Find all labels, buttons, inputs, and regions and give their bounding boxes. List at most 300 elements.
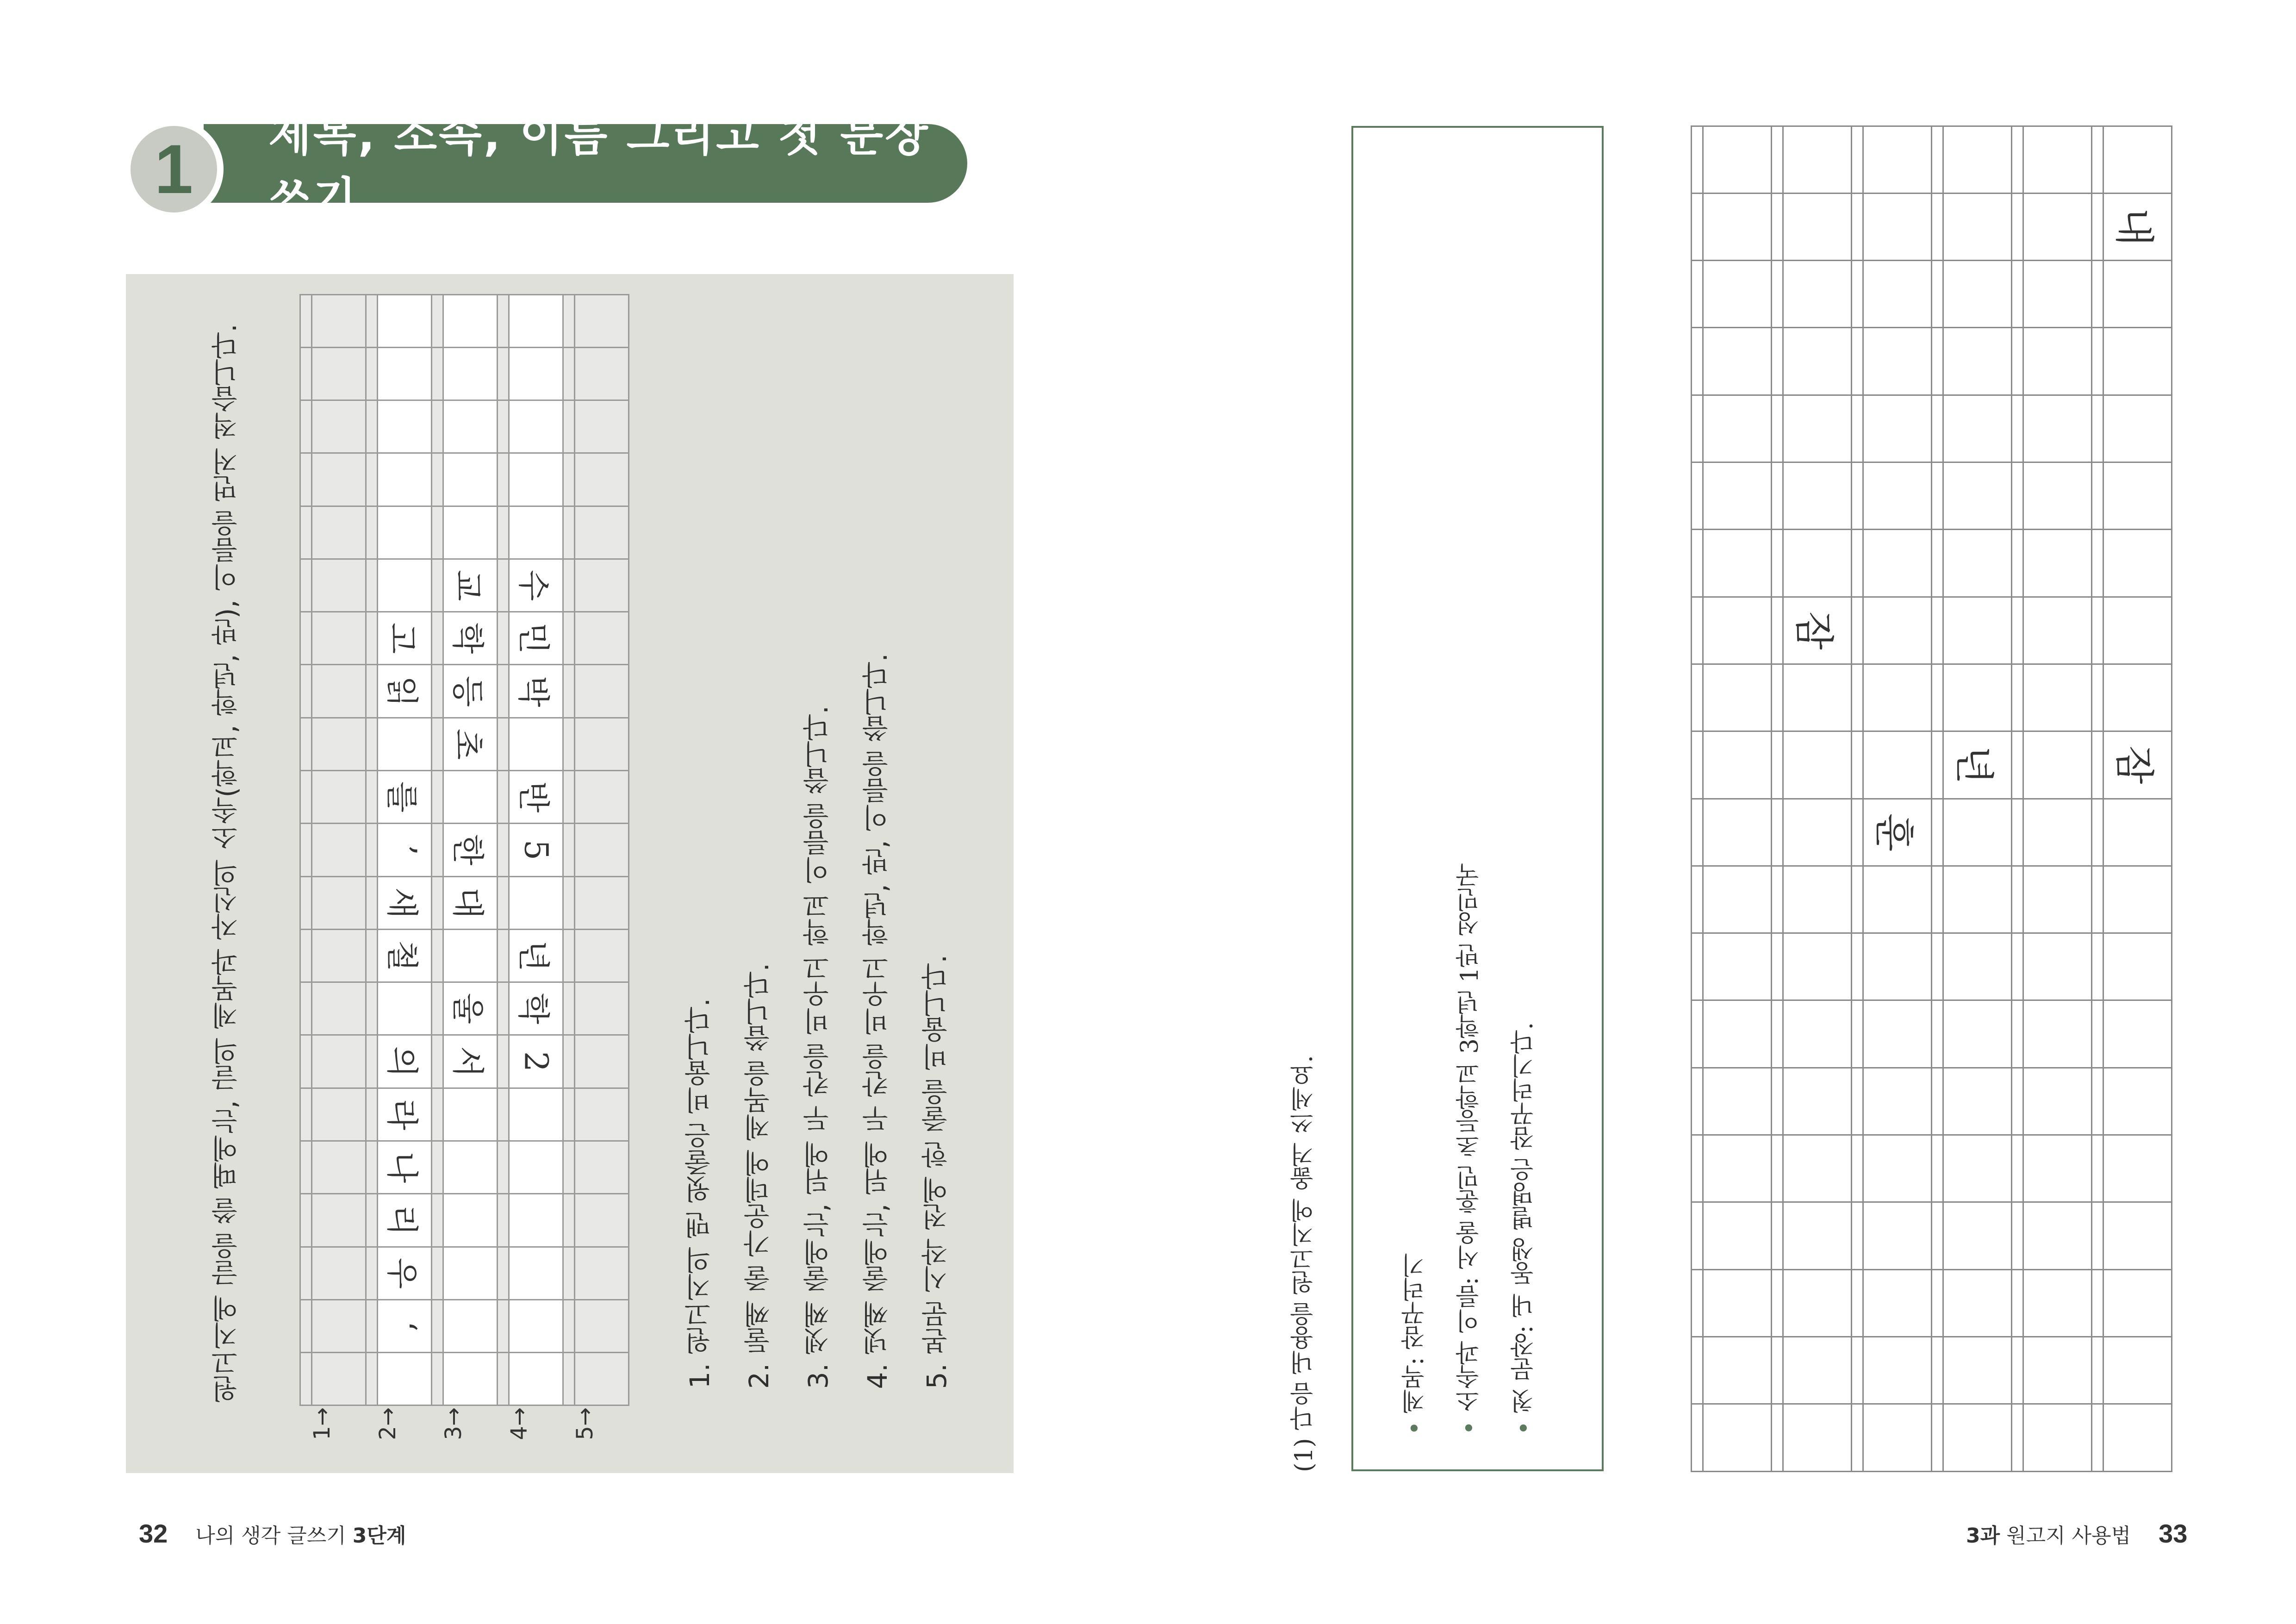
writing-cell[interactable] — [2022, 1269, 2092, 1337]
grid-cell — [311, 1246, 366, 1300]
writing-cell[interactable] — [1702, 999, 1772, 1068]
grid-gap-cell — [1931, 327, 1944, 395]
grid-gap-cell — [562, 611, 576, 665]
grid-cell — [311, 294, 366, 348]
grid-cell — [311, 823, 366, 877]
writing-cell[interactable] — [2103, 529, 2172, 597]
writing-cell[interactable] — [1702, 1067, 1772, 1136]
grid-cell — [508, 1193, 563, 1247]
writing-cell[interactable] — [1942, 327, 2012, 395]
writing-cell[interactable] — [2022, 999, 2092, 1068]
grid-gap-cell — [1691, 327, 1704, 395]
writing-cell[interactable] — [1782, 1201, 1852, 1270]
writing-cell[interactable] — [1702, 193, 1772, 261]
grid-gap-cell — [365, 929, 379, 983]
grid-gap-cell — [1851, 327, 1864, 395]
writing-cell[interactable] — [1942, 394, 2012, 463]
writing-cell[interactable] — [1942, 462, 2012, 530]
writing-cell[interactable] — [1702, 529, 1772, 597]
writing-cell[interactable] — [1862, 462, 1932, 530]
grid-gap-cell — [1931, 999, 1944, 1068]
writing-cell[interactable] — [1782, 1403, 1852, 1472]
grid-gap-cell — [1691, 1067, 1704, 1136]
writing-cell[interactable] — [1782, 125, 1852, 194]
grid-gap-cell — [1931, 798, 1944, 867]
writing-cell[interactable] — [1702, 1403, 1772, 1472]
grid-gap-cell — [365, 1140, 379, 1194]
grid-cell — [508, 1246, 563, 1300]
lesson-name: 원고지 사용법 — [2000, 1524, 2131, 1548]
instruction-step: 2. 둘째 줄 가운데에 제목을 씁니다. — [743, 963, 775, 1389]
grid-cell — [574, 611, 629, 665]
grid-gap-cell — [299, 664, 313, 718]
writing-cell[interactable] — [1782, 999, 1852, 1068]
grid-cell — [311, 1352, 366, 1406]
writing-cell[interactable] — [1942, 125, 2012, 194]
writing-cell[interactable] — [1782, 1067, 1852, 1136]
grid-cell — [574, 664, 629, 718]
writing-cell[interactable] — [2022, 663, 2092, 732]
grid-gap-cell — [2011, 663, 2024, 732]
grid-gap-cell — [2011, 932, 2024, 1001]
writing-cell[interactable] — [1702, 663, 1772, 732]
grid-gap-cell — [2011, 596, 2024, 665]
grid-char: 초 — [448, 728, 487, 760]
exercise-bullet — [1398, 1253, 1432, 1435]
writing-cell[interactable] — [1782, 327, 1852, 395]
grid-gap-cell — [299, 929, 313, 983]
writing-cell[interactable] — [1782, 394, 1852, 463]
grid-cell — [311, 452, 366, 506]
grid-gap-cell — [562, 823, 576, 877]
writing-cell[interactable] — [1702, 1336, 1772, 1405]
bullet-dot-icon: • — [1456, 1421, 1484, 1435]
writing-cell[interactable] — [2022, 865, 2092, 934]
grid-gap-cell — [2091, 1201, 2104, 1270]
grid-cell — [442, 611, 498, 665]
writing-cell[interactable] — [2103, 663, 2172, 732]
grid-cell — [574, 981, 629, 1036]
grid-gap-cell — [1931, 1134, 1944, 1203]
grid-cell — [377, 1087, 432, 1142]
grid-gap-cell — [497, 400, 510, 454]
lesson-number: 3과 — [1966, 1524, 2000, 1548]
grid-gap-cell — [431, 981, 444, 1036]
grid-cell — [377, 981, 432, 1036]
line-label: 4→ — [506, 1407, 532, 1440]
writing-cell[interactable] — [1782, 731, 1852, 799]
grid-gap-cell — [1931, 596, 1944, 665]
writing-cell[interactable] — [1702, 462, 1772, 530]
grid-gap-cell — [299, 1299, 313, 1353]
grid-cell — [311, 611, 366, 665]
grid-gap-cell — [365, 400, 379, 454]
grid-gap-cell — [431, 347, 444, 401]
writing-cell[interactable] — [1862, 865, 1932, 934]
grid-gap-cell — [1931, 1336, 1944, 1405]
grid-char: 한 — [448, 834, 487, 866]
line-label: 1→ — [309, 1407, 335, 1440]
grid-gap-cell — [1931, 1067, 1944, 1136]
writing-cell[interactable] — [1942, 1336, 2012, 1405]
writing-cell[interactable] — [1942, 731, 2012, 799]
writing-cell[interactable] — [1702, 932, 1772, 1001]
writing-cell[interactable] — [1702, 125, 1772, 194]
writing-cell[interactable] — [1862, 999, 1932, 1068]
grid-gap-cell — [1851, 932, 1864, 1001]
writing-cell[interactable] — [1862, 932, 1932, 1001]
writing-cell[interactable] — [2103, 260, 2172, 328]
grid-char: 의 — [383, 1046, 421, 1077]
writing-cell[interactable] — [2022, 260, 2092, 328]
section-number: 1 — [154, 130, 193, 208]
grid-gap-cell — [365, 1087, 379, 1142]
grid-gap-cell — [1691, 462, 1704, 530]
grid-gap-cell — [365, 1034, 379, 1088]
grid-gap-cell — [299, 823, 313, 877]
writing-cell[interactable] — [2103, 394, 2172, 463]
writing-cell[interactable] — [1942, 1403, 2012, 1472]
grid-char: 민 — [514, 623, 553, 654]
writing-cell[interactable] — [1942, 865, 2012, 934]
writing-cell[interactable] — [1942, 798, 2012, 867]
writing-cell[interactable] — [2103, 125, 2172, 194]
grid-gap-cell — [1931, 865, 1944, 934]
grid-gap-cell — [497, 506, 510, 560]
grid-gap-cell — [431, 876, 444, 930]
grid-gap-cell — [365, 558, 379, 612]
grid-gap-cell — [1691, 260, 1704, 328]
grid-gap-cell — [562, 876, 576, 930]
grid-gap-cell — [431, 1193, 444, 1247]
grid-gap-cell — [497, 664, 510, 718]
writing-cell[interactable] — [1862, 1134, 1932, 1203]
grid-gap-cell — [1851, 731, 1864, 799]
writing-cell[interactable] — [1702, 798, 1772, 867]
writing-cell[interactable] — [1782, 1336, 1852, 1405]
writing-cell[interactable] — [1702, 327, 1772, 395]
writing-cell[interactable] — [2103, 1067, 2172, 1136]
grid-gap-cell — [2011, 125, 2024, 194]
grid-gap-cell — [299, 1140, 313, 1194]
writing-cell[interactable] — [2103, 1336, 2172, 1405]
line-label: 5→ — [572, 1407, 598, 1440]
instruction-step: 5. 본문 시작 전에 한 줄을 비웁니다. — [921, 954, 952, 1389]
writing-cell[interactable] — [2022, 1134, 2092, 1203]
grid-cell — [377, 1034, 432, 1088]
grid-gap-cell — [431, 664, 444, 718]
writing-cell[interactable] — [2022, 462, 2092, 530]
grid-gap-cell — [2011, 1201, 2024, 1270]
grid-char: ‘ — [385, 1321, 423, 1331]
writing-cell[interactable] — [2103, 1269, 2172, 1337]
grid-gap-cell — [497, 876, 510, 930]
writing-cell[interactable] — [1782, 663, 1852, 732]
grid-cell — [508, 1352, 563, 1406]
grid-gap-cell — [497, 929, 510, 983]
writing-cell[interactable] — [1702, 1134, 1772, 1203]
grid-cell — [508, 664, 563, 718]
grid-cell — [574, 929, 629, 983]
writing-cell[interactable] — [2103, 462, 2172, 530]
exercise-bullet — [1507, 1022, 1542, 1435]
grid-gap-cell — [431, 717, 444, 771]
writing-cell[interactable] — [1942, 1067, 2012, 1136]
grid-gap-cell — [1771, 596, 1784, 665]
grid-cell — [377, 347, 432, 401]
writing-cell[interactable] — [1862, 798, 1932, 867]
grid-cell — [377, 1299, 432, 1353]
grid-char: 년 — [514, 940, 553, 972]
writing-cell[interactable] — [1782, 529, 1852, 597]
writing-cell[interactable] — [1862, 327, 1932, 395]
grid-gap-cell — [431, 1246, 444, 1300]
writing-cell[interactable] — [1862, 260, 1932, 328]
grid-gap-cell — [1931, 663, 1944, 732]
grid-gap-cell — [299, 452, 313, 506]
writing-cell[interactable] — [1702, 865, 1772, 934]
writing-cell[interactable] — [1942, 932, 2012, 1001]
grid-gap-cell — [299, 1193, 313, 1247]
writing-cell[interactable] — [1782, 798, 1852, 867]
writing-cell[interactable] — [1782, 260, 1852, 328]
writing-cell[interactable] — [2022, 394, 2092, 463]
grid-gap-cell — [1851, 865, 1864, 934]
grid-gap-cell — [497, 1034, 510, 1088]
writing-cell[interactable] — [2103, 1201, 2172, 1270]
writing-cell[interactable] — [1942, 193, 2012, 261]
grid-cell — [574, 1246, 629, 1300]
writing-cell[interactable] — [2103, 327, 2172, 395]
grid-gap-cell — [431, 611, 444, 665]
grid-gap-cell — [1931, 731, 1944, 799]
writing-cell[interactable] — [1862, 394, 1932, 463]
grid-cell — [574, 1140, 629, 1194]
writing-cell[interactable] — [1942, 1134, 2012, 1203]
grid-gap-cell — [562, 400, 576, 454]
grid-cell — [508, 717, 563, 771]
grid-gap-cell — [562, 664, 576, 718]
writing-cell[interactable] — [2022, 1336, 2092, 1405]
writing-cell[interactable] — [1862, 1269, 1932, 1337]
grid-gap-cell — [497, 294, 510, 348]
grid-cell — [442, 558, 498, 612]
grid-gap-cell — [299, 717, 313, 771]
grid-gap-cell — [1851, 1134, 1864, 1203]
grid-cell — [377, 506, 432, 560]
writing-cell[interactable] — [1702, 731, 1772, 799]
grid-gap-cell — [299, 1246, 313, 1300]
grid-gap-cell — [497, 770, 510, 824]
grid-char: 우 — [383, 1257, 421, 1289]
writing-cell[interactable] — [1942, 1269, 2012, 1337]
writing-cell[interactable] — [2022, 932, 2092, 1001]
writing-cell[interactable] — [1782, 1134, 1852, 1203]
grid-char: 교 — [448, 569, 487, 601]
grid-gap-cell — [1691, 1201, 1704, 1270]
writing-cell[interactable] — [1862, 1403, 1932, 1472]
writing-char: 잠 — [1790, 611, 1837, 650]
book-level: 3단계 — [352, 1524, 406, 1548]
grid-char: 2 — [516, 1051, 555, 1072]
grid-gap-cell — [1691, 193, 1704, 261]
grid-gap-cell — [562, 506, 576, 560]
writing-cell[interactable] — [2103, 865, 2172, 934]
writing-cell[interactable] — [2022, 327, 2092, 395]
instruction-steps — [680, 653, 967, 1389]
writing-cell[interactable] — [1942, 999, 2012, 1068]
page-number-left: 32 — [139, 1519, 168, 1548]
grid-gap-cell — [2091, 999, 2104, 1068]
writing-cell[interactable] — [2022, 529, 2092, 597]
grid-cell — [508, 347, 563, 401]
grid-gap-cell — [431, 452, 444, 506]
grid-cell — [508, 400, 563, 454]
writing-cell[interactable] — [1942, 529, 2012, 597]
writing-cell[interactable] — [2103, 999, 2172, 1068]
grid-gap-cell — [1771, 663, 1784, 732]
writing-cell[interactable] — [2103, 193, 2172, 261]
grid-gap-cell — [2091, 327, 2104, 395]
writing-cell[interactable] — [2103, 798, 2172, 867]
grid-gap-cell — [365, 452, 379, 506]
grid-char: 학 — [448, 623, 487, 654]
grid-gap-cell — [365, 1193, 379, 1247]
grid-gap-cell — [1691, 731, 1704, 799]
grid-gap-cell — [2011, 462, 2024, 530]
grid-gap-cell — [1851, 125, 1864, 194]
grid-gap-cell — [2091, 394, 2104, 463]
grid-cell — [377, 452, 432, 506]
writing-cell[interactable] — [1782, 462, 1852, 530]
grid-gap-cell — [2091, 260, 2104, 328]
grid-gap-cell — [562, 717, 576, 771]
writing-cell[interactable] — [2103, 1134, 2172, 1203]
writing-cell[interactable] — [1862, 596, 1932, 665]
writing-cell[interactable] — [1702, 260, 1772, 328]
writing-cell[interactable] — [1862, 1336, 1932, 1405]
example-manuscript-grid — [300, 294, 628, 1405]
grid-cell — [311, 1299, 366, 1353]
grid-gap-cell — [431, 1087, 444, 1142]
grid-cell — [574, 558, 629, 612]
writing-cell[interactable] — [1862, 193, 1932, 261]
grid-gap-cell — [2091, 1269, 2104, 1337]
grid-gap-cell — [497, 452, 510, 506]
writing-cell[interactable] — [1862, 1067, 1932, 1136]
writing-cell[interactable] — [1942, 1201, 2012, 1270]
writing-cell[interactable] — [1862, 125, 1932, 194]
writing-cell[interactable] — [1702, 596, 1772, 665]
grid-cell — [574, 1352, 629, 1406]
writing-cell[interactable] — [2022, 193, 2092, 261]
writing-cell[interactable] — [2103, 731, 2172, 799]
writing-cell[interactable] — [1862, 529, 1932, 597]
grid-char: 읽 — [383, 675, 421, 707]
writing-cell[interactable] — [1782, 932, 1852, 1001]
grid-gap-cell — [431, 1140, 444, 1194]
grid-gap-cell — [365, 981, 379, 1036]
grid-cell — [377, 770, 432, 824]
writing-cell[interactable] — [2022, 731, 2092, 799]
grid-gap-cell — [562, 558, 576, 612]
grid-cell — [377, 717, 432, 771]
writing-cell[interactable] — [1702, 394, 1772, 463]
writing-cell[interactable] — [1782, 193, 1852, 261]
writing-cell[interactable] — [2022, 1201, 2092, 1270]
grid-cell — [508, 611, 563, 665]
grid-char: 고 — [383, 623, 421, 654]
grid-gap-cell — [1931, 529, 1944, 597]
grid-cell — [574, 400, 629, 454]
grid-cell — [442, 452, 498, 506]
writing-cell[interactable] — [1782, 1269, 1852, 1337]
grid-gap-cell — [2091, 1336, 2104, 1405]
writing-cell[interactable] — [2022, 1067, 2092, 1136]
grid-cell — [311, 981, 366, 1036]
grid-cell — [377, 1193, 432, 1247]
grid-gap-cell — [1931, 1201, 1944, 1270]
writing-cell[interactable] — [1862, 663, 1932, 732]
writing-cell[interactable] — [1702, 1269, 1772, 1337]
grid-gap-cell — [1771, 1403, 1784, 1472]
grid-gap-cell — [562, 1246, 576, 1300]
grid-cell — [377, 929, 432, 983]
grid-cell — [311, 506, 366, 560]
writing-cell[interactable] — [2022, 125, 2092, 194]
grid-gap-cell — [1691, 1403, 1704, 1472]
writing-cell[interactable] — [2103, 1403, 2172, 1472]
grid-gap-cell — [365, 664, 379, 718]
writing-char: 내 — [2110, 207, 2157, 246]
writing-cell[interactable] — [1782, 596, 1852, 665]
grid-gap-cell — [299, 294, 313, 348]
writing-cell[interactable] — [1782, 865, 1852, 934]
writing-cell[interactable] — [2103, 596, 2172, 665]
grid-gap-cell — [365, 823, 379, 877]
grid-gap-cell — [1771, 999, 1784, 1068]
writing-cell[interactable] — [1862, 1201, 1932, 1270]
grid-gap-cell — [1771, 1201, 1784, 1270]
grid-char: ’ — [385, 844, 423, 856]
writing-cell[interactable] — [1702, 1201, 1772, 1270]
grid-gap-cell — [1771, 529, 1784, 597]
writing-cell[interactable] — [1942, 596, 2012, 665]
grid-cell — [442, 294, 498, 348]
writing-cell[interactable] — [2022, 1403, 2092, 1472]
writing-cell[interactable] — [1942, 260, 2012, 328]
writing-cell[interactable] — [2022, 798, 2092, 867]
grid-cell — [377, 1246, 432, 1300]
writing-cell[interactable] — [1942, 663, 2012, 732]
grid-gap-cell — [2091, 125, 2104, 194]
grid-cell — [377, 664, 432, 718]
grid-gap-cell — [1691, 125, 1704, 194]
grid-gap-cell — [2011, 999, 2024, 1068]
grid-cell — [311, 717, 366, 771]
example-intro: 원고지에 글을 쓸 때에는, 글의 제목과 자신의 소속(학교, 학년, 반), 이름을 먼저 적습니다. — [211, 324, 243, 1403]
grid-gap-cell — [2011, 1269, 2024, 1337]
writing-cell[interactable] — [2022, 596, 2092, 665]
grid-cell — [311, 876, 366, 930]
writing-cell[interactable] — [1862, 731, 1932, 799]
grid-gap-cell — [431, 770, 444, 824]
grid-cell — [508, 1140, 563, 1194]
writing-cell[interactable] — [2103, 932, 2172, 1001]
grid-gap-cell — [1771, 125, 1784, 194]
grid-char: 수 — [514, 569, 553, 601]
grid-gap-cell — [1771, 1067, 1784, 1136]
